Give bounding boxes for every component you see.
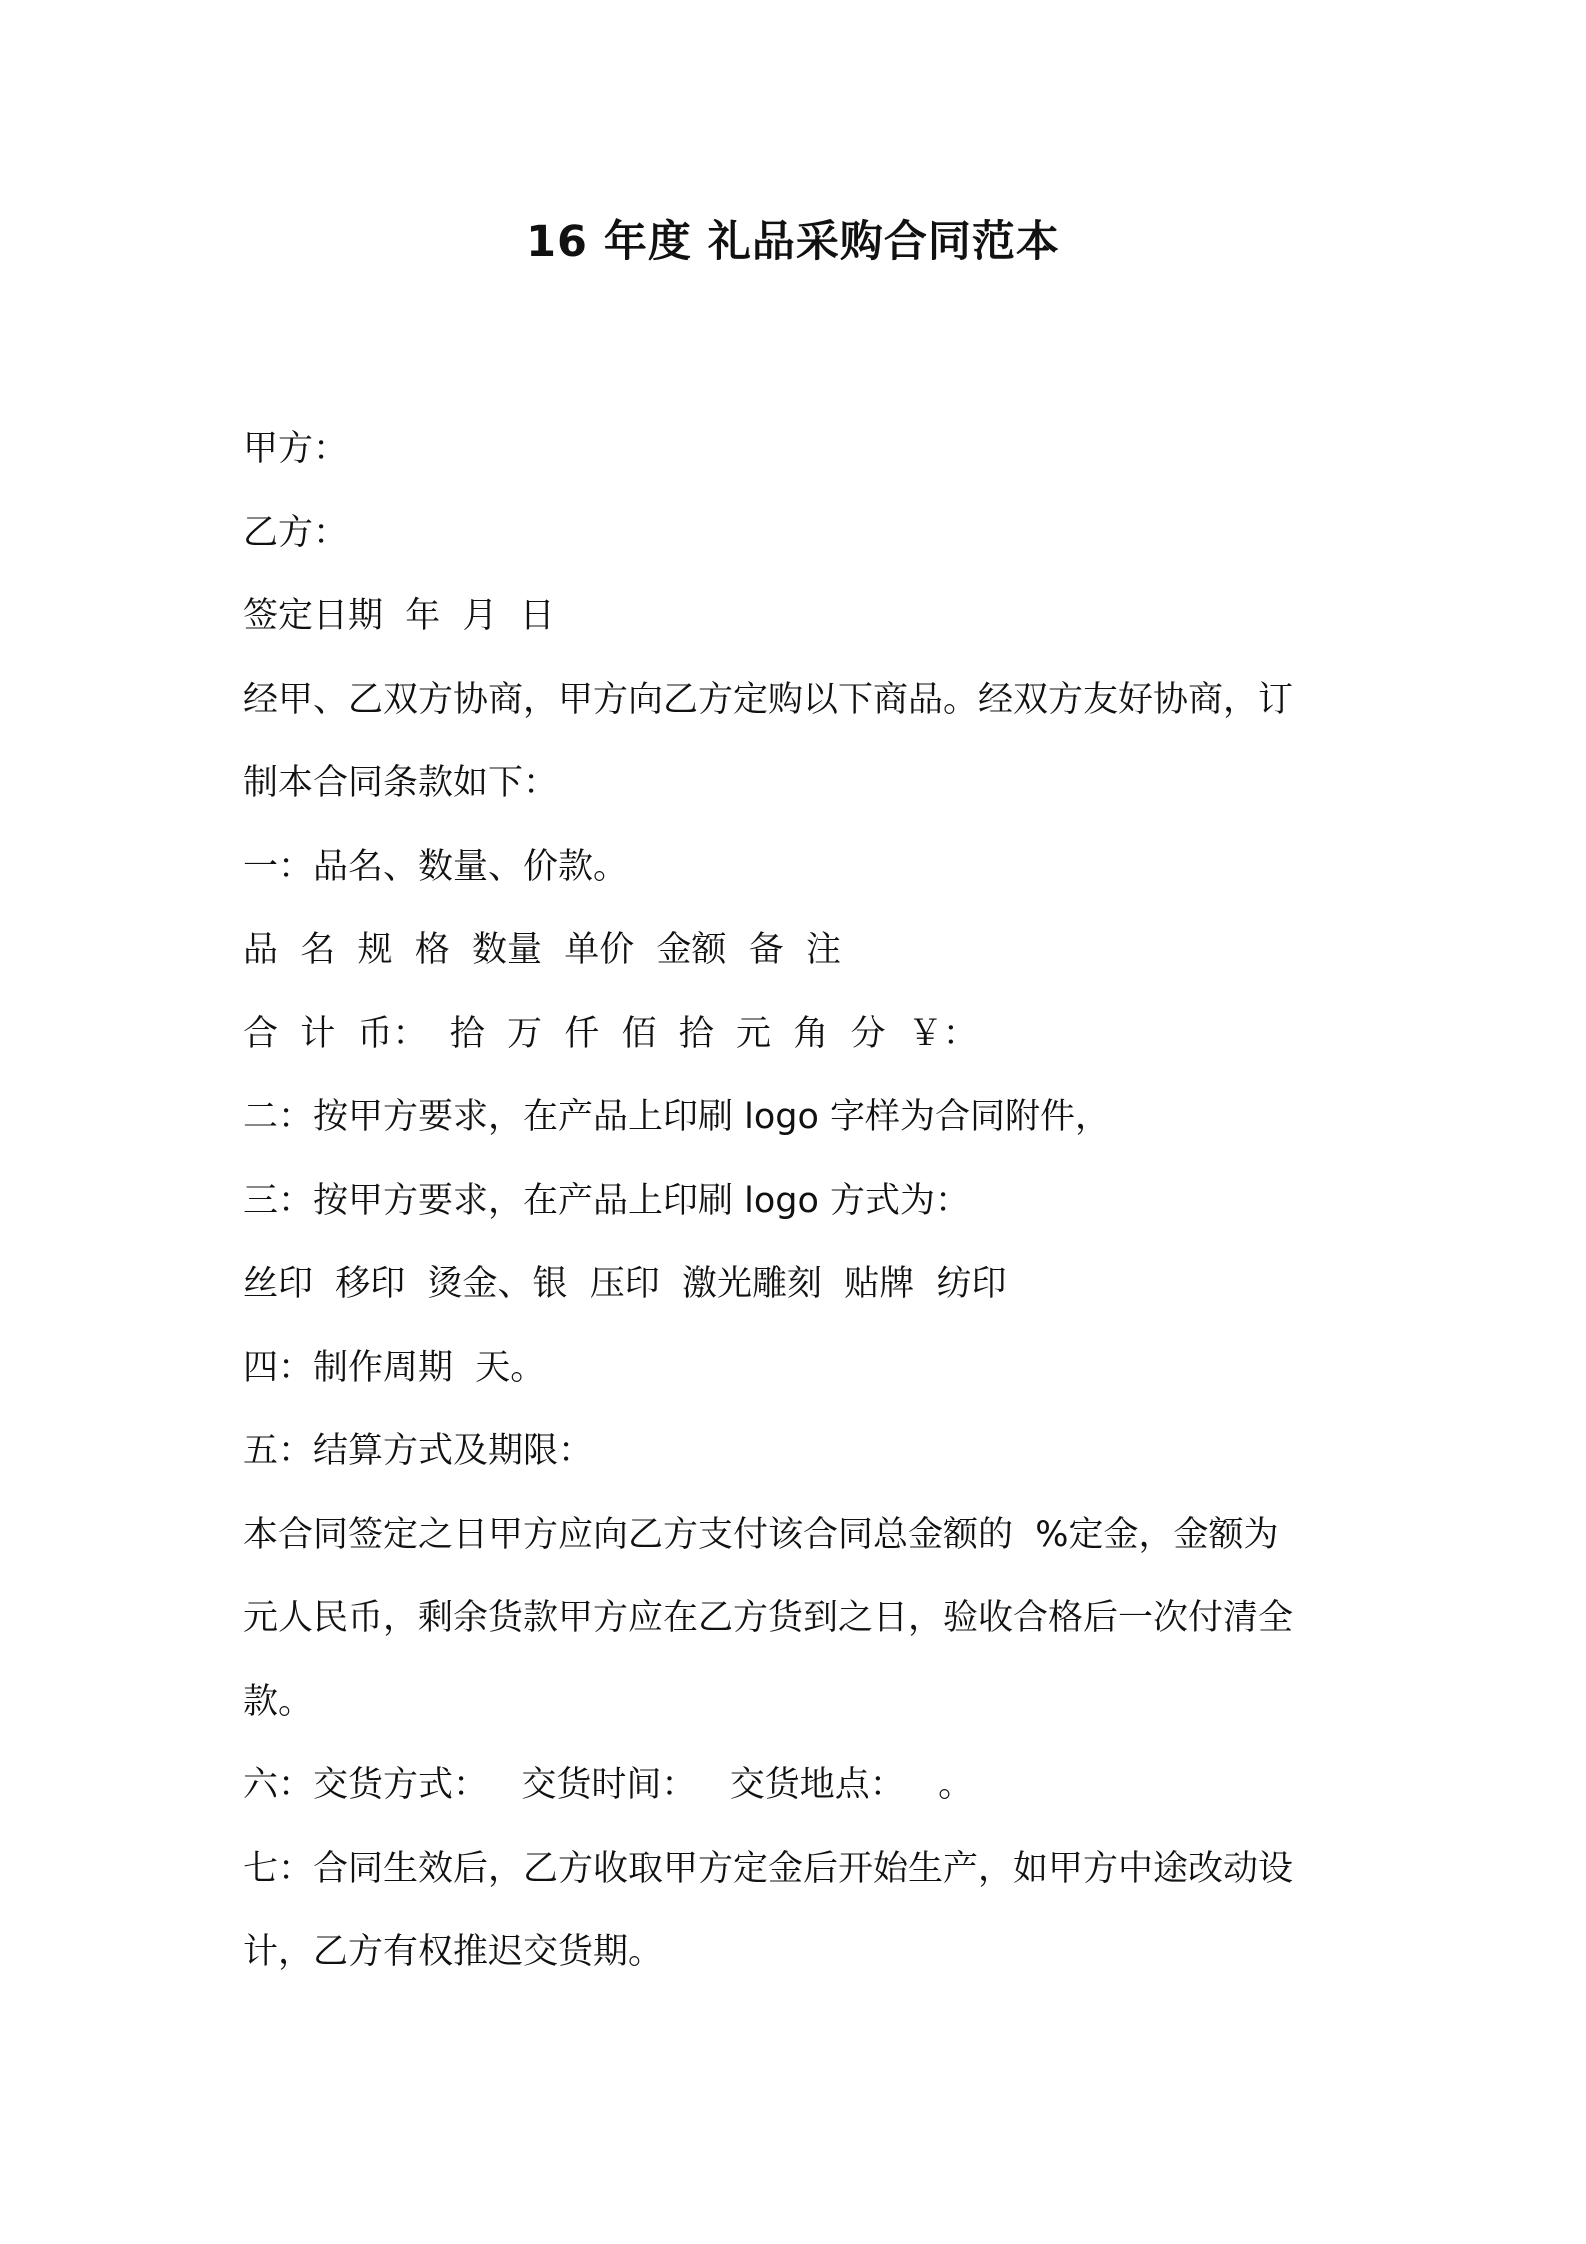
clause-4: 四：制作周期 天。 (243, 1347, 546, 1388)
total-amount-line: 合 计 币： 拾 万 仟 佰 拾 元 角 分 ￥： (243, 1013, 978, 1054)
signing-date-line: 签定日期 年 月 日 (243, 596, 555, 636)
clause-2: 二：按甲方要求，在产品上印刷 logo 字样为合同附件， (243, 1097, 1111, 1137)
party-a-line: 甲方： (243, 429, 349, 469)
party-b-line: 乙方： (243, 512, 349, 553)
intro-paragraph-line-1: 经甲、乙双方协商，甲方向乙方定购以下商品。经双方友好协商，订 (243, 679, 1294, 720)
clause-6: 六：交货方式： 交货时间： 交货地点： 。 (243, 1765, 974, 1805)
printing-methods-line: 丝印 移印 烫金、银 压印 激光雕刻 贴牌 纺印 (243, 1264, 1007, 1304)
clause-7-line-1: 七：合同生效后，乙方收取甲方定金后开始生产，如甲方中途改动设 (243, 1848, 1294, 1889)
clause-3: 三：按甲方要求，在产品上印刷 logo 方式为： (243, 1180, 971, 1221)
document-body (243, 408, 1363, 1995)
clause-5-heading: 五：结算方式及期限： (243, 1431, 594, 1471)
clause-5-text-line-2: 元人民币，剩余货款甲方应在乙方货到之日，验收合格后一次付清全 (243, 1598, 1294, 1638)
intro-paragraph-line-2: 制本合同条款如下： (243, 763, 559, 803)
clause-5-text-line-3: 款。 (243, 1681, 314, 1722)
clause-7-line-2: 计，乙方有权推迟交货期。 (243, 1932, 664, 1972)
clause-5-text-line-1: 本合同签定之日甲方应向乙方支付该合同总金额的 %定金，金额为 (243, 1514, 1279, 1555)
clause-1-heading: 一：品名、数量、价款。 (243, 846, 629, 887)
item-table-header: 品 名 规 格 数量 单价 金额 备 注 (243, 930, 842, 970)
document-title: 16 年度 礼品采购合同范本 (526, 217, 1060, 267)
